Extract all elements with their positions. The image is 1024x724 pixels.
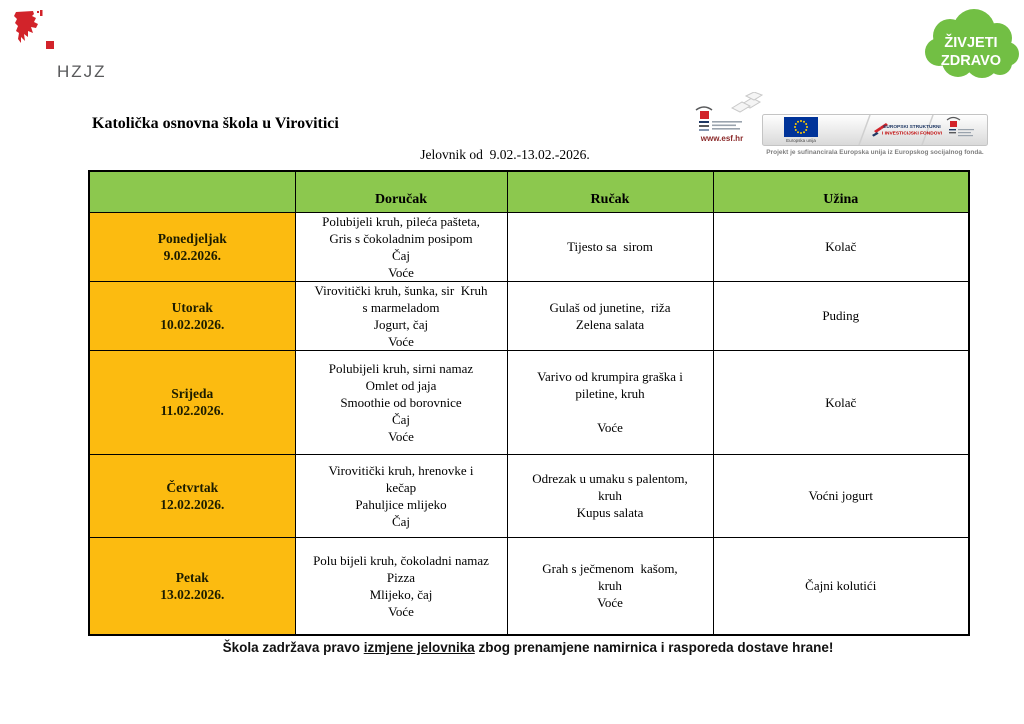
cloud-icon <box>920 8 1020 88</box>
breakfast-cell <box>295 350 507 454</box>
menu-line: Voće <box>388 603 414 619</box>
snack-cell <box>713 454 969 537</box>
menu-date-range: Jelovnik od 9.02.-13.02.-2026. <box>420 147 590 162</box>
snack-cell <box>713 281 969 350</box>
day-cell <box>89 212 295 281</box>
menu-line: Voćni jogurt <box>808 488 873 503</box>
menu-line: Voće <box>388 428 414 444</box>
day-date: 9.02.2026. <box>163 247 221 263</box>
menu-line: kečap <box>385 479 417 495</box>
table-row-tuesday <box>89 281 969 350</box>
menu-line: Polubijeli kruh, pileća pašteta, <box>322 213 480 229</box>
day-cell <box>89 350 295 454</box>
menu-line: Pizza <box>386 569 416 585</box>
footer-text-pre: Škola zadržava pravo <box>222 640 364 655</box>
lunch-cell <box>507 454 713 537</box>
breakfast-cell <box>295 212 507 281</box>
footer-disclaimer <box>88 640 968 655</box>
menu-line: Puding <box>822 308 860 323</box>
menu-line: piletine, kruh <box>575 386 645 401</box>
menu-line: Virovitički kruh, hrenovke i <box>328 462 474 478</box>
breakfast-cell <box>295 537 507 635</box>
menu-line: kruh <box>598 578 622 594</box>
header-uzina: Užina <box>713 171 969 212</box>
menu-line: Voće <box>597 420 623 435</box>
day-date: 10.02.2026. <box>160 316 225 332</box>
menu-line: Grah s ječmenom kašom, <box>542 561 678 577</box>
menu-line: Kolač <box>825 394 857 410</box>
snack-cell <box>713 350 969 454</box>
menu-line: Mlijeko, čaj <box>369 586 433 602</box>
day-date: 12.02.2026. <box>160 496 225 512</box>
menu-line: Polu bijeli kruh, čokoladni namaz <box>313 552 489 568</box>
menu-line: Omlet od jaja <box>365 377 437 393</box>
eu-cofinancing-caption: Projekt je sufinancirala Europska unija iz Europskog socijalnog fonda. <box>766 149 984 156</box>
menu-line: Varivo od krumpira graška i <box>537 369 683 384</box>
esf-logo-icon <box>686 106 758 134</box>
day-date: 11.02.2026. <box>160 403 224 418</box>
table-row-monday <box>89 212 969 281</box>
badge-text-line1: ŽIVJETI <box>944 35 998 51</box>
lunch-cell <box>507 537 713 635</box>
zivjeti-zdravo-badge <box>920 8 1020 88</box>
menu-line: Čaj <box>391 411 411 427</box>
day-date: 13.02.2026. <box>160 586 225 602</box>
snack-cell <box>713 537 969 635</box>
esif-text-line2: I INVESTICIJSKI FONDOVI <box>882 131 942 137</box>
menu-line: Voće <box>597 595 623 611</box>
lunch-cell <box>507 281 713 350</box>
breakfast-cell <box>295 454 507 537</box>
badge-text-line2: ZDRAVO <box>940 53 1002 69</box>
day-name: Ponedjeljak <box>157 230 227 246</box>
menu-line: Gulaš od junetine, riža <box>549 299 671 315</box>
day-name: Srijeda <box>171 386 214 401</box>
menu-line: Čaj <box>391 513 411 529</box>
table-row-wednesday <box>89 350 969 454</box>
menu-line: Tijesto sa sirom <box>567 239 653 254</box>
lunch-cell <box>507 212 713 281</box>
menu-line: Voće <box>388 264 414 280</box>
menu-line: Polubijeli kruh, sirni namaz <box>328 360 474 376</box>
menu-line: Smoothie od borovnice <box>340 394 462 410</box>
day-name: Četvrtak <box>166 479 219 495</box>
eu-flag-icon <box>784 117 818 143</box>
snack-cell <box>713 212 969 281</box>
day-cell <box>89 281 295 350</box>
day-name: Petak <box>175 569 209 585</box>
header-rucak: Ručak <box>507 171 713 212</box>
table-row-friday <box>89 537 969 635</box>
eu-flag-caption: Europska unija <box>786 138 816 143</box>
header-day <box>89 171 295 212</box>
menu-line: Odrezak u umaku s palentom, <box>532 471 688 486</box>
header-row <box>89 171 969 212</box>
menu-line <box>508 402 713 419</box>
esif-text-line1: EUROPSKI STRUKTURNI <box>883 125 941 130</box>
menu-line: kruh <box>598 488 622 503</box>
footer-text-underlined: izmjene jelovnika <box>363 640 475 655</box>
menu-line: Čaj <box>391 247 411 263</box>
day-cell <box>89 537 295 635</box>
croatia-map-icon <box>13 10 75 56</box>
lunch-cell <box>507 350 713 454</box>
menu-line: Pahuljice mlijeko <box>355 496 447 512</box>
eu-funds-banner <box>762 114 988 148</box>
menu-line: Zelena salata <box>575 316 645 332</box>
menu-line: Gris s čokoladnim posipom <box>329 230 473 246</box>
day-name: Utorak <box>171 299 213 315</box>
menu-line: Čajni kolutići <box>805 578 877 594</box>
menu-line: s marmeladom <box>362 299 440 315</box>
menu-line: Voće <box>388 333 414 349</box>
menu-table <box>88 170 970 636</box>
breakfast-cell <box>295 281 507 350</box>
menu-line: Kupus salata <box>576 505 644 520</box>
table-row-thursday <box>89 454 969 537</box>
esf-url: www.esf.hr <box>700 134 744 143</box>
hzjz-logo <box>13 10 107 81</box>
footer-text-post: zbog prenamjene namirnica i rasporeda dostave hrane! <box>474 640 834 655</box>
menu-line: Kolač <box>825 239 857 254</box>
hzjz-label: HZJZ <box>57 62 107 81</box>
page-title: Katolička osnovna škola u Virovitici <box>92 115 339 132</box>
day-cell <box>89 454 295 537</box>
header-dorucak: Doručak <box>295 171 507 212</box>
menu-line: Virovitički kruh, šunka, sir Kruh <box>314 282 488 298</box>
menu-line: Jogurt, čaj <box>373 316 429 332</box>
